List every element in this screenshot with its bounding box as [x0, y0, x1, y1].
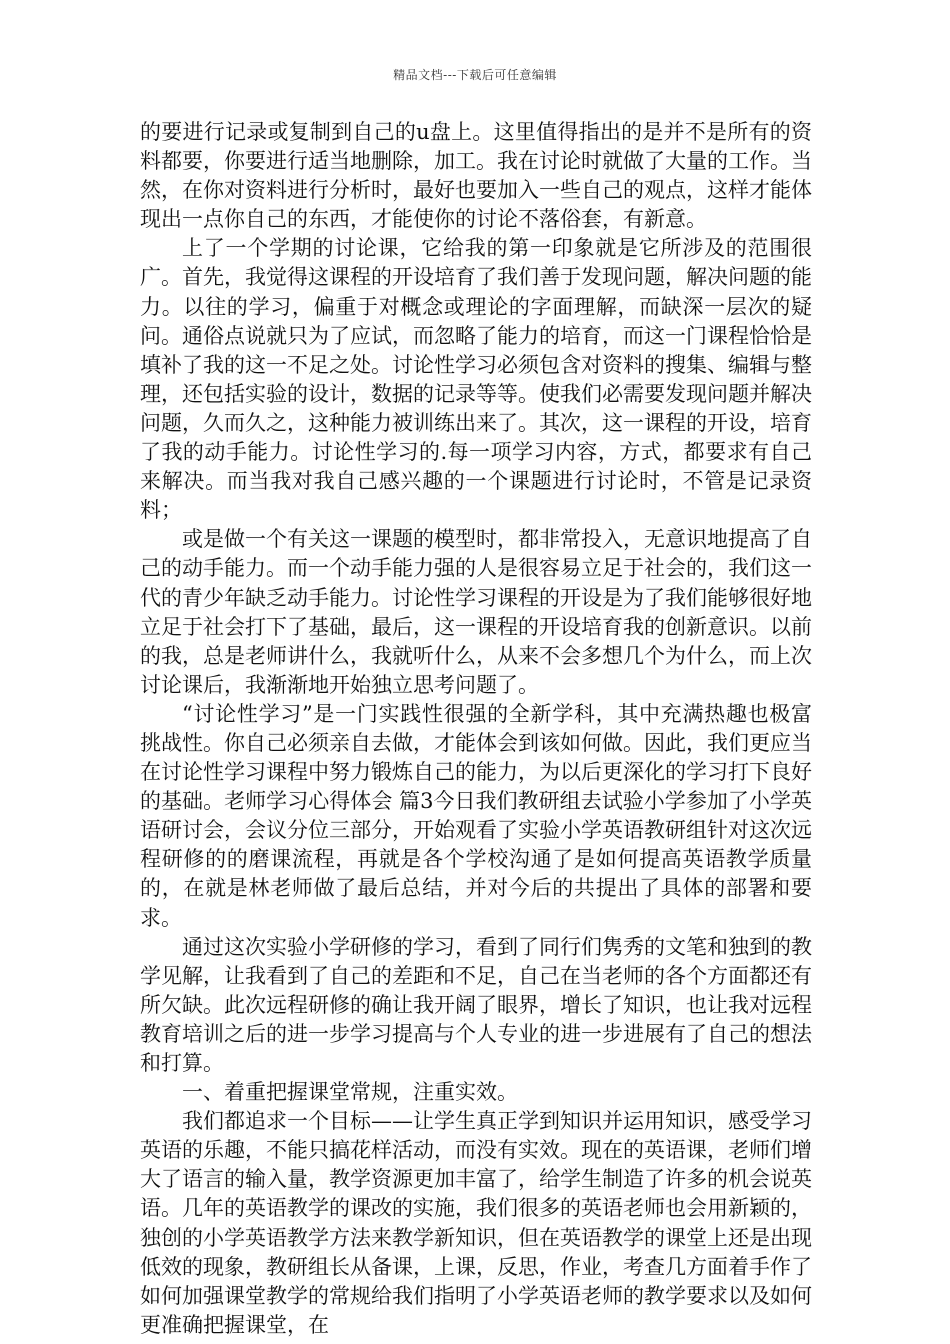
paragraph-1: 的要进行记录或复制到自己的u盘上。这里值得指出的是并不是所有的资料都要，你要进行适当地删除，加工。我在讨论时就做了大量的工作。当然，在你对资料进行分析时，最好也要加入一些自己的观点，这样才能体现出一点你自己的东西，才能使你的讨论不落俗套，有新意。 — [140, 120, 812, 232]
paragraph-5: 通过这次实验小学研修的学习，看到了同行们隽秀的文笔和独到的教学见解，让我看到了自己的差距和不足，自己在当老师的各个方面都还有所欠缺。此次远程研修的确让我开阔了眼界，增长了知识，也让我对远程教育培训之后的进一步学习提高与个人专业的进一步进展有了自己的想法和打算。 — [140, 934, 812, 1075]
paragraph-2: 上了一个学期的讨论课，它给我的第一印象就是它所涉及的范围很广。首先，我觉得这课程的开设培育了我们善于发现问题，解决问题的能力。以往的学习，偏重于对概念或理论的字面理解，而缺深一层次的疑问。通俗点说就只为了应试，而忽略了能力的培育，而这一门课程恰恰是填补了我的这一不足之处。讨论性学习必须包含对资料的搜集、编辑与整理，还包括实验的设计，数据的记录等等。使我们必需要发现问题并解决问题，久而久之，这种能力被训练出来了。其次，这一课程的开设，培育了我的动手能力。讨论性学习的.每一项学习内容，方式，都要求有自己来解决。而当我对我自己感兴趣的一个课题进行讨论时，不管是记录资料； — [140, 236, 812, 523]
paragraph-4: “讨论性学习”是一门实践性很强的全新学科，其中充满热趣也极富挑战性。你自己必须亲自去做，才能体会到该如何做。因此，我们更应当在讨论性学习课程中努力锻炼自己的能力，为以后更深化的学习打下良好的基础。老师学习心得体会 篇3今日我们教研组去试验小学参加了小学英语研讨会，会议分位三部分，开始观看了实验小学英语教研组针对这次远程研修的的磨课流程，再就是各个学校沟通了是如何提高英语教学质量的，在就是林老师做了最后总结，并对今后的共提出了具体的部署和要求。 — [140, 701, 812, 930]
section-heading: 一、着重把握课堂常规，注重实效。 — [182, 1080, 518, 1105]
page-header: 精品文档---下载后可任意编辑 — [393, 68, 557, 82]
document-body — [140, 118, 812, 1340]
paragraph-6: 我们都追求一个目标——让学生真正学到知识并运用知识，感受学习英语的乐趣，不能只搞花样活动，而没有实效。现在的英语课，老师们增大了语言的输入量，教学资源更加丰富了，给学生制造了许多的机会说英语。几年的英语教学的课改的实施，我们很多的英语老师也会用新颖的，独创的小学英语教学方法来教学新知识，但在英语教学的课堂上还是出现低效的现象，教研组长从备课，上课，反思，作业，考查几方面着手作了如何加强课堂教学的常规给我们指明了小学英语老师的教学要求以及如何更准确把握课堂，在 — [140, 1109, 812, 1337]
paragraph-3: 或是做一个有关这一课题的模型时，都非常投入，无意识地提高了自己的动手能力。而一个动手能力强的人是很容易立足于社会的，我们这一代的青少年缺乏动手能力。讨论性学习课程的开设是为了我们能够很好地立足于社会打下了基础，最后，这一课程的开设培育我的创新意识。以前的我，总是老师讲什么，我就听什么，从来不会多想几个为什么，而上次讨论课后，我渐渐地开始独立思考问题了。 — [140, 527, 812, 697]
